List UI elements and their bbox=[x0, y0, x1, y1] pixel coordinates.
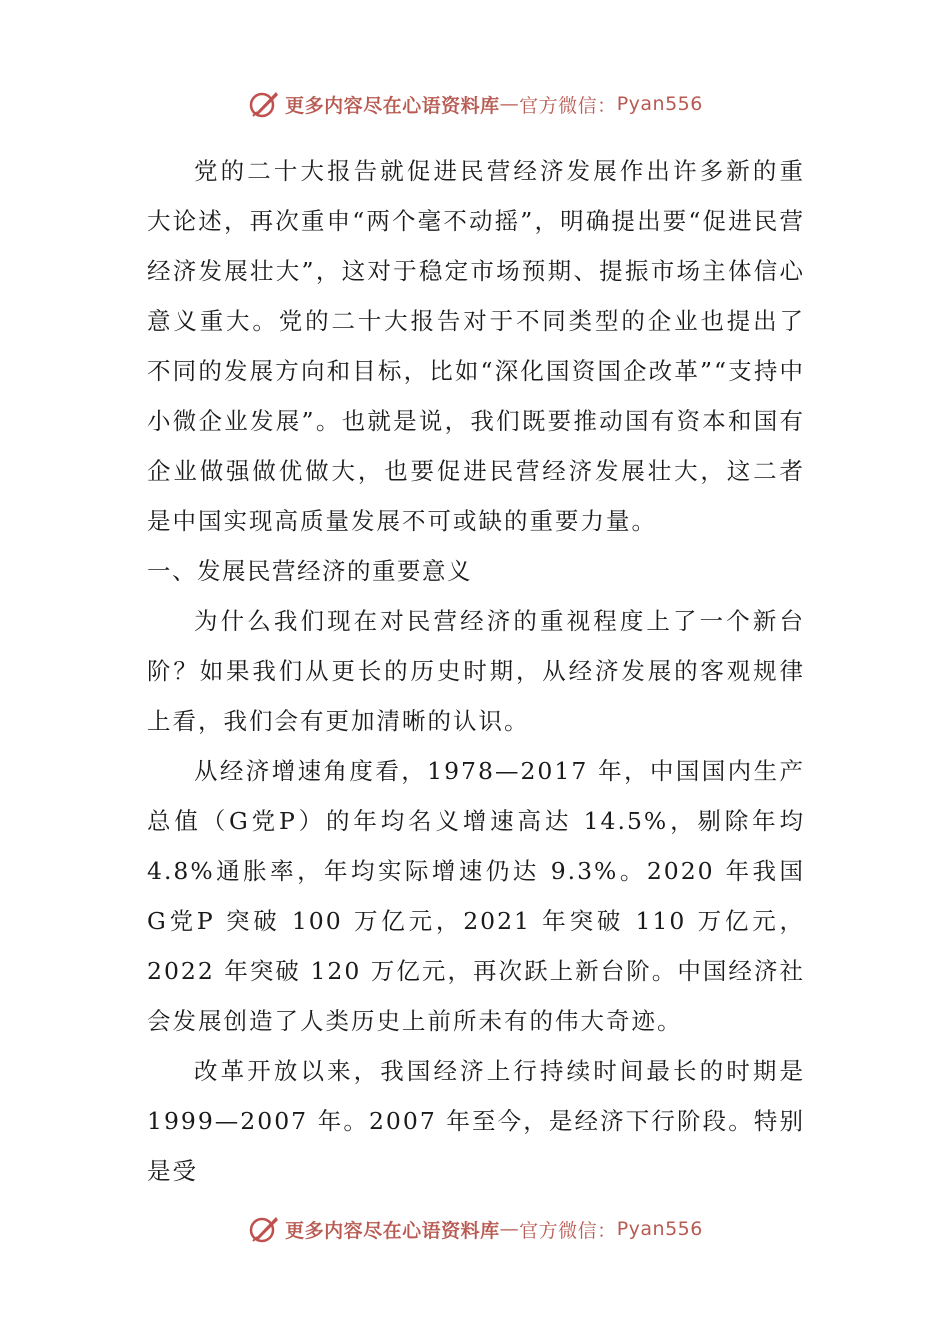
paragraph-cycle: 改革开放以来，我国经济上行持续时间最长的时期是 1999—2007 年。2007 年至今，是经济下行阶段。特别是受 bbox=[147, 1057, 805, 1185]
document-body bbox=[147, 146, 805, 1196]
watermark-banner-bottom bbox=[0, 1209, 950, 1249]
watermark-wechat-label: 官方微信： bbox=[519, 94, 617, 117]
paragraph-question: 为什么我们现在对民营经济的重视程度上了一个新台阶？如果我们从更长的历史时期，从经济发展的客观规律上看，我们会有更加清晰的认识。 bbox=[147, 607, 805, 735]
quill-logo-icon bbox=[247, 87, 281, 121]
paragraph-intro: 党的二十大报告就促进民营经济发展作出许多新的重大论述，再次重申“两个毫不动摇”，明确提出要“促进民营经济发展壮大”，这对于稳定市场预期、提振市场主体信心意义重大。党的二十大报告对于不同类型的企业也提出了不同的发展方向和目标，比如“深化国资国企改革”“支持中小微企业发展”。也就是说，我们既要推动国有资本和国有企业做强做优做大，也要促进民营经济发展壮大，这二者是中国实现高质量发展不可或缺的重要力量。 bbox=[147, 157, 805, 535]
watermark-separator: — bbox=[499, 93, 520, 115]
section-heading: 一、发展民营经济的重要意义 bbox=[147, 557, 472, 585]
watermark-brand: 更多内容尽在心语资料库 bbox=[285, 1219, 500, 1242]
paragraph-growth: 从经济增速角度看，1978—2017 年，中国国内生产总值（G党P）的年均名义增速高达 14.5%，剔除年均 4.8%通胀率，年均实际增速仍达 9.3%。2020 年我国 G党P 突破 100 万亿元，2021 年突破 110 万亿元，2022 年突破 120 万亿元，再次跃上新台阶。中国经济社会发展创造了人类历史上前所未有的伟大奇迹。 bbox=[147, 757, 805, 1035]
watermark-brand: 更多内容尽在心语资料库 bbox=[285, 94, 500, 117]
watermark-banner-top bbox=[0, 84, 950, 124]
watermark-wechat-id: Pyan556 bbox=[616, 1218, 703, 1240]
quill-logo-icon bbox=[247, 1212, 281, 1246]
watermark-wechat-label: 官方微信： bbox=[519, 1219, 617, 1242]
watermark-separator: — bbox=[499, 1218, 520, 1240]
watermark-wechat-id: Pyan556 bbox=[616, 93, 703, 115]
